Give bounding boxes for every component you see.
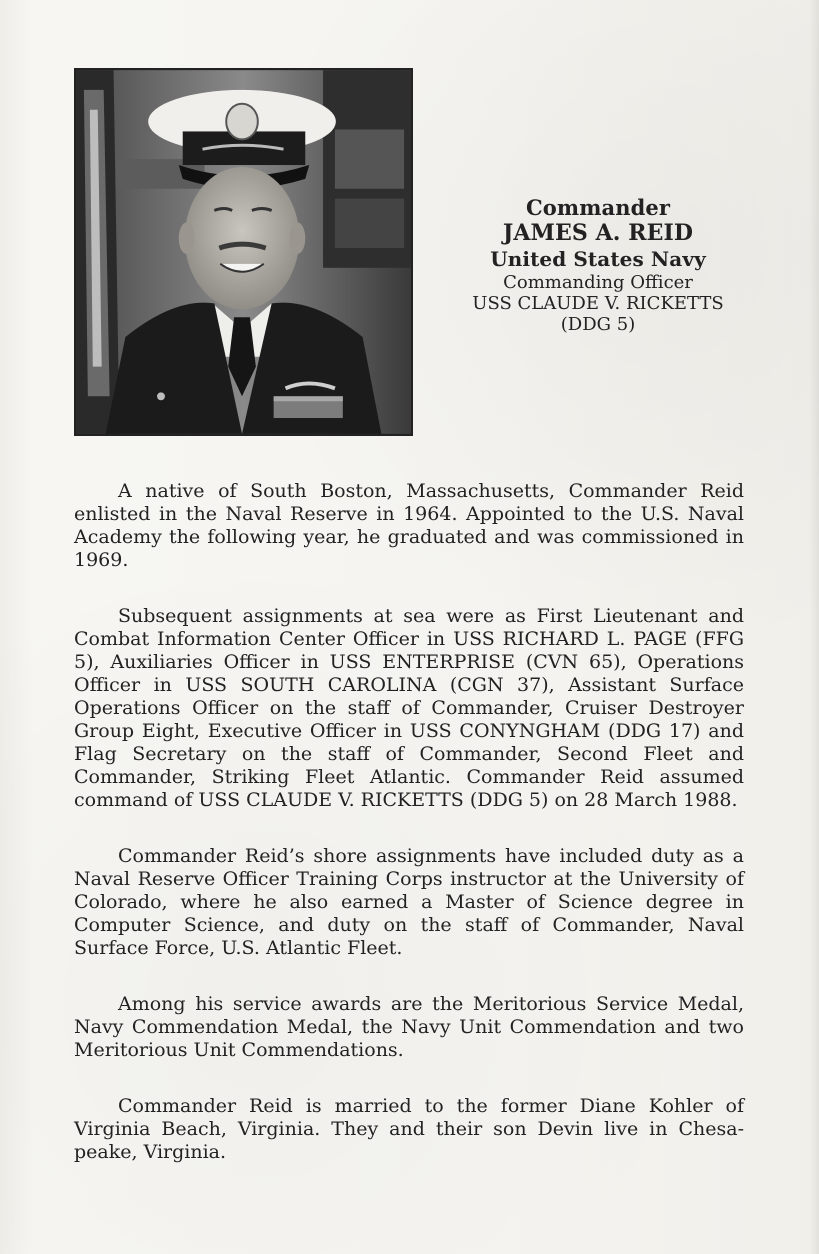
biography-paragraph-awards: Among his service awards are the Meritorious Service Medal, Navy Commendation Medal, the Navy Unit Commendation and two Meritorious Unit Commendations. (74, 993, 744, 1061)
biography-paragraph-sea-assignments: Subsequent assignments at sea were as First Lieutenant and Combat Information Center Officer in USS RICHARD L. PAGE (FFG 5), Auxiliaries Officer in USS ENTERPRISE (CVN 65), Operations Officer in USS SOUTH CAROLINA (CGN 37), Assistant Surface Operations Officer on the staff of Commander, Cruiser Destroyer Group Eight, Executive Officer in USS CONYNGHAM (DDG 17) and Flag Secretary on the staff of Commander, Second Fleet and Commander, Striking Fleet Atlantic. Commander Reid assumed command of USS CLAUDE V. RICKETTS (DDG 5) on 28 March 1988. (74, 605, 744, 811)
portrait-illustration (76, 70, 411, 434)
portrait-photo (74, 68, 413, 436)
hull-number: (DDG 5) (560, 313, 636, 335)
biography-paragraph-family: Commander Reid is married to the former Diane Kohler of Virginia Beach, Virginia. They and their son Devin live in Chesapeake, Virginia. (74, 1095, 744, 1163)
biography-paragraph-shore-assignments: Commander Reid’s shore assignments have included duty as a Naval Reserve Officer Training Corps instructor at the University of Colorado, where he also earned a Master of Science degree in Computer Science, and duty on the staff of Commander, Naval Surface Force, U.S. Atlantic Fleet. (74, 845, 744, 959)
officer-rank: Commander (525, 195, 671, 220)
officer-name: JAMES A. REID (502, 220, 694, 247)
officer-caption (430, 196, 766, 336)
biography-text (74, 480, 744, 1164)
officer-role: Commanding Officer (503, 272, 693, 294)
officer-service: United States Navy (490, 247, 706, 272)
biography-paragraph-birthplace: A native of South Boston, Massachusetts, Commander Reid enlisted in the Naval Reserve in 1964. Appointed to the U.S. Naval Academy the following year, he graduated and was commissioned in 1969. (74, 480, 744, 571)
ship-name: USS CLAUDE V. RICKETTS (472, 293, 724, 315)
